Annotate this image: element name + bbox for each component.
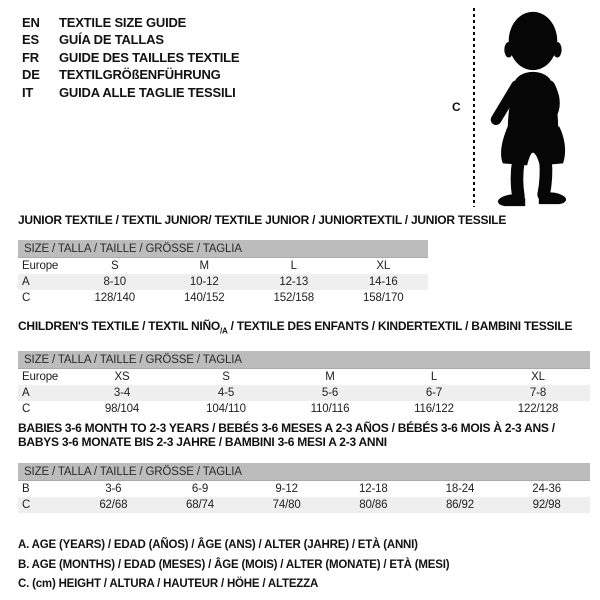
size-header-label: SIZE / TALLA / TAILLE / GRÖSSE / TAGLIA bbox=[18, 351, 590, 369]
size-header-label: SIZE / TALLA / TAILLE / GRÖSSE / TAGLIA bbox=[18, 463, 590, 481]
table-row bbox=[18, 481, 590, 498]
baby-figure-block bbox=[440, 0, 600, 215]
age-cell: 12-18 bbox=[358, 483, 388, 495]
title-part: / TEXTILE DES ENFANTS / KINDERTEXTIL / BAMBINI TESSILE bbox=[227, 319, 573, 333]
language-row-en bbox=[22, 14, 239, 31]
table-row bbox=[18, 385, 590, 401]
title-line-2: BABYS 3-6 MONATE BIS 2-3 JAHRE / BAMBINI 3-6 MESI A 2-3 ANNI bbox=[18, 435, 387, 449]
age-cell: 6-9 bbox=[191, 483, 209, 495]
row-label: C bbox=[22, 403, 31, 416]
table-row bbox=[18, 290, 428, 306]
footnotes bbox=[18, 536, 449, 595]
height-cell: 86/92 bbox=[417, 497, 504, 513]
height-cell: 92/98 bbox=[503, 497, 590, 513]
age-cell: 14-16 bbox=[339, 274, 429, 290]
title-subscript: /A bbox=[219, 326, 228, 336]
size-header-bar bbox=[18, 463, 590, 481]
language-title: GUIDA ALLE TAGLIE TESSILI bbox=[59, 84, 236, 100]
children-size-table bbox=[18, 351, 590, 417]
age-cell: 4-5 bbox=[174, 385, 278, 401]
age-cell: 5-6 bbox=[278, 385, 382, 401]
table-row bbox=[18, 401, 590, 417]
height-cell: 122/128 bbox=[517, 403, 559, 416]
size-cell: M bbox=[199, 260, 209, 272]
size-header-bar bbox=[18, 240, 428, 258]
size-header-label: SIZE / TALLA / TAILLE / GRÖSSE / TAGLIA bbox=[18, 240, 428, 258]
table-row bbox=[18, 369, 590, 386]
size-cell: M bbox=[325, 371, 335, 384]
age-cell: 18-24 bbox=[445, 483, 475, 495]
height-cell: 104/110 bbox=[206, 403, 246, 416]
row-label: Europe bbox=[22, 371, 59, 384]
language-title: TEXTILGRÖßENFÜHRUNG bbox=[59, 67, 221, 83]
section-title bbox=[18, 319, 590, 338]
size-cell: XS bbox=[114, 371, 130, 384]
table-row bbox=[18, 258, 428, 275]
age-cell: 12-13 bbox=[249, 274, 339, 290]
row-label: C bbox=[18, 497, 70, 513]
size-cell: XL bbox=[376, 260, 391, 272]
age-cell: 6-7 bbox=[382, 385, 486, 401]
footnote-c: C. (cm) HEIGHT / ALTURA / HAUTEUR / HÖHE / ALTEZZA bbox=[18, 578, 319, 590]
row-label: C bbox=[22, 292, 31, 304]
size-cell: XL bbox=[531, 371, 545, 384]
section-junior-textile bbox=[18, 213, 507, 306]
baby-silhouette-icon bbox=[482, 6, 582, 210]
height-cell: 110/116 bbox=[310, 403, 350, 416]
table-row bbox=[18, 497, 590, 513]
age-cell: 7-8 bbox=[486, 385, 590, 401]
section-childrens-textile bbox=[18, 319, 590, 417]
section-babies-textile bbox=[18, 421, 590, 513]
title-line-1: BABIES 3-6 MONTH TO 2-3 YEARS / BEBÉS 3-6 MESES A 2-3 AÑOS / BÉBÉS 3-6 MOIS À 2-3 ANS / bbox=[18, 421, 555, 435]
height-cell: 74/80 bbox=[243, 497, 330, 513]
age-cell: 9-12 bbox=[275, 483, 298, 495]
row-label: Europe bbox=[22, 260, 59, 272]
age-cell: 8-10 bbox=[70, 274, 160, 290]
language-title: GUIDE DES TAILLES TEXTILE bbox=[59, 49, 240, 65]
height-cell: 116/122 bbox=[414, 403, 454, 416]
height-cell: 68/74 bbox=[157, 497, 244, 513]
age-cell: 3-6 bbox=[105, 483, 122, 495]
age-cell: 3-4 bbox=[70, 385, 174, 401]
section-title bbox=[18, 421, 590, 449]
language-title: GUÍA DE TALLAS bbox=[59, 32, 164, 48]
size-cell: L bbox=[430, 371, 438, 384]
language-code: FR bbox=[22, 49, 39, 65]
row-label: A bbox=[18, 385, 70, 401]
height-cell: 152/158 bbox=[273, 292, 315, 304]
junior-size-table bbox=[18, 240, 428, 306]
table-row bbox=[18, 274, 428, 290]
size-header-bar bbox=[18, 351, 590, 369]
height-cell: 140/152 bbox=[183, 292, 225, 304]
size-cell: S bbox=[110, 260, 119, 272]
height-measure-label: C bbox=[452, 100, 461, 114]
age-cell: 10-12 bbox=[160, 274, 250, 290]
language-code: IT bbox=[22, 84, 34, 100]
title-part: CHILDREN'S TEXTILE / TEXTIL NIÑO bbox=[18, 319, 220, 333]
size-cell: S bbox=[222, 371, 230, 384]
footnote-b: B. AGE (MONTHS) / EDAD (MESES) / ÂGE (MOIS) / ALTER (MONATE) / ETÀ (MESI) bbox=[18, 558, 450, 571]
footnote-a: A. AGE (YEARS) / EDAD (AÑOS) / ÂGE (ANS) / ALTER (JAHRE) / ETÀ (ANNI) bbox=[18, 539, 418, 551]
size-cell: L bbox=[290, 260, 297, 272]
language-list bbox=[22, 14, 239, 101]
language-row-es bbox=[22, 31, 239, 48]
language-row-fr bbox=[22, 49, 239, 66]
language-code: EN bbox=[22, 15, 40, 30]
height-cell: 158/170 bbox=[362, 292, 404, 304]
height-cell: 80/86 bbox=[330, 497, 417, 513]
babies-size-table bbox=[18, 463, 590, 513]
height-cell: 98/104 bbox=[104, 403, 140, 416]
language-row-it bbox=[22, 84, 239, 101]
language-code: ES bbox=[22, 32, 39, 48]
age-cell: 24-36 bbox=[532, 483, 561, 495]
language-title: TEXTILE SIZE GUIDE bbox=[59, 15, 187, 30]
height-cell: 128/140 bbox=[94, 292, 136, 304]
height-cell: 62/68 bbox=[70, 497, 157, 513]
row-label: B bbox=[22, 483, 30, 495]
language-row-de bbox=[22, 66, 239, 83]
row-label: A bbox=[18, 274, 70, 290]
height-dashed-line bbox=[473, 8, 475, 207]
language-code: DE bbox=[22, 67, 40, 83]
section-title: JUNIOR TEXTILE / TEXTIL JUNIOR/ TEXTILE JUNIOR / JUNIORTEXTIL / JUNIOR TESSILE bbox=[18, 213, 507, 227]
